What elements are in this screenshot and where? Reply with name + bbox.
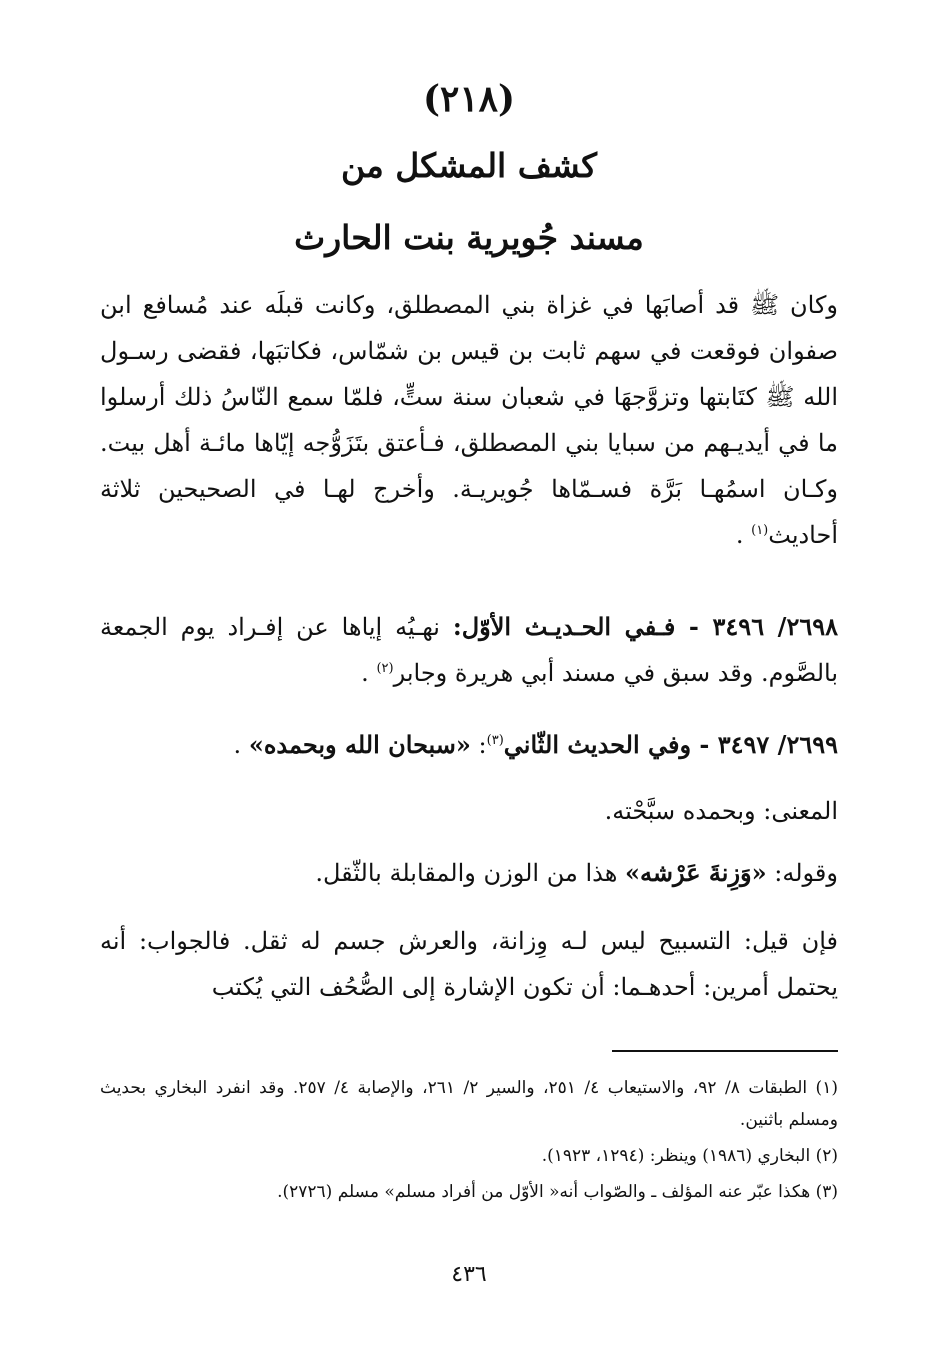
hadith-1-lead: ٢٦٩٨/ ٣٤٩٦ - فـفي الحـديـث الأوّل: [452,612,839,641]
meaning-text: المعنى: وبحمده سبَّحْته. [604,797,838,825]
chapter-title-line2: مسند جُويرية بنت الحارث [294,218,644,257]
hadith-1-paragraph [100,604,838,696]
footnote-ref-2: (٢) [376,661,394,676]
footnote-1: (١) الطبقات ٨/ ٩٢، والاستيعاب ٤/ ٢٥١، والسير ٢/ ٢٦١، والإصابة ٤/ ٢٥٧. وقد انفرد البخاري بحديث ومسلم باثنين. [100,1078,838,1130]
hadith-2-colon: : [470,731,487,759]
meaning-paragraph [100,788,838,834]
saying-paragraph [100,850,838,896]
saying-prefix: وقوله: [766,859,838,887]
footnote-divider [612,1050,838,1052]
footnote-ref-1: (١) [751,523,769,538]
saying-text: هذا من الوزن والمقابلة بالثّقل. [315,859,626,887]
footnote-ref-3: (٣) [486,733,504,748]
footnotes [100,1072,838,1212]
footnote-3: (٣) هكذا عبّر عنه المؤلف ـ والصّواب أنه« الأوّل من أفراد مسلم» مسلم (٢٧٢٦). [277,1182,838,1202]
objection-text: فإن قيل: التسبيح ليس لـه وِزانة، والعرش جسم له ثقل. فالجواب: أنه يحتمل أمرين: أحدهـما: أن تكون الإشارة إلى الصُّحُف التي يُكتب [100,927,838,1001]
hadith-2-paragraph [100,722,838,768]
section-number: (٢١٨) [422,78,516,120]
hadith-2-quote: «سبحان الله وبحمده» [248,730,471,759]
page-number: ٤٣٦ [451,1262,487,1287]
hadith-2-end: . [233,731,249,759]
hadith-1-end: . [361,659,377,687]
hadith-1-text: نهـيُه إياها عن إفـراد يوم الجمعة بالصَّوم. وقد سبق في مسند أبي هريرة وجابر [100,613,838,687]
chapter-title-line1: كشف المشكل من [340,146,598,185]
hadith-2-lead: ٢٦٩٩/ ٣٤٩٧ - وفي الحديث الثّاني [503,730,838,759]
saying-quote: «وَزِنةَ عَرْشه» [625,858,767,887]
intro-paragraph [100,282,838,558]
footnote-2: (٢) البخاري (١٩٨٦) وينظر: (١٢٩٤، ١٩٢٣). [541,1146,838,1166]
intro-end: . [735,521,752,549]
objection-paragraph [100,918,838,1010]
intro-text: وكان ﷺ قد أصابَها في غزاة بني المصطلق، وكانت قبلَه عند مُسافع ابن صفوان فوقعت في سهم ثابت بن قيس بن شمّاس، فكاتبَها، فقضى رسـول الله ﷺ كتَابتها وتزوَّجهَا في شعبان سنة ستٍّ، فلمّا سمع النّاسُ ذلك أرسلوا ما في أيديـهم من سبايا بني المصطلق، فـأعتق بتَزَوُّجه إيّاها مائـة أهل بيت. وكـان اسمُهـا بَرَّة فسـمّاها جُويريـة. وأخرج لهـا في الصحيحين ثلاثة أحاديث [100,291,838,549]
